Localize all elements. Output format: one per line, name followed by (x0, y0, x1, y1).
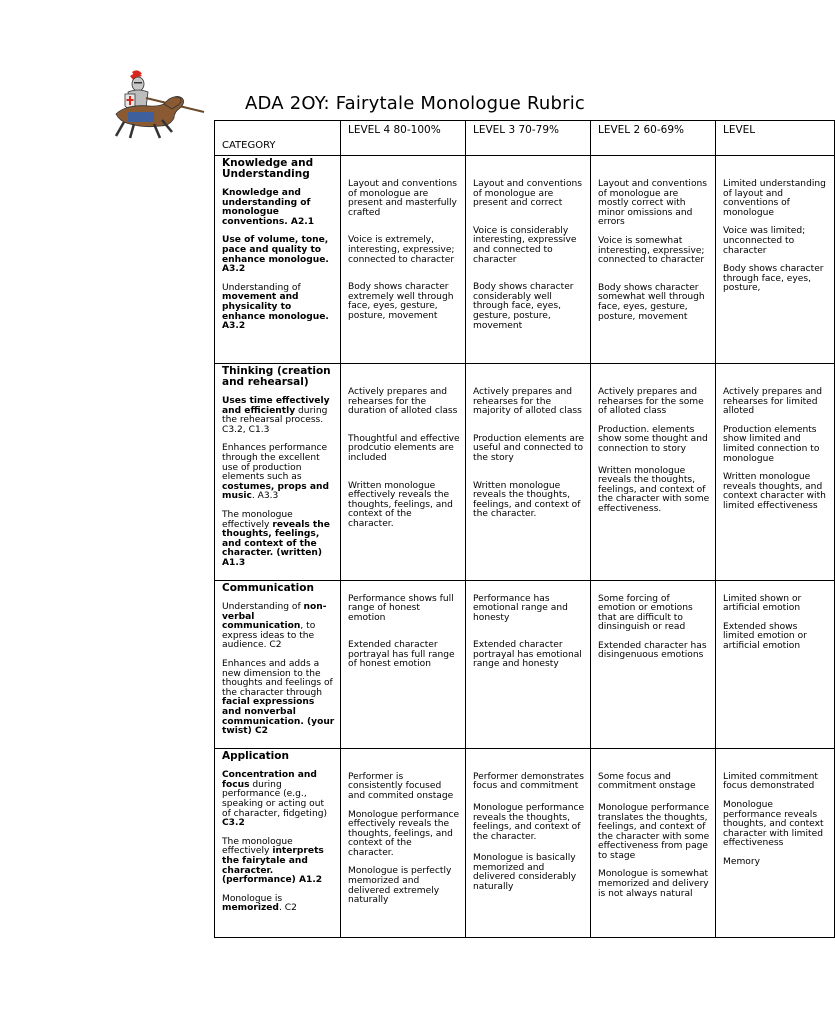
category-title: Thinking (creation and rehearsal) (222, 365, 331, 388)
descriptor: Written monologue effectively reveals the thoughts, feelings, and context of the character. (348, 480, 453, 529)
descriptor: Monologue performance reveals thoughts, and context character with limited effectiveness (723, 799, 824, 849)
descriptor: Performance shows full range of honest emotion (348, 593, 454, 623)
level-cell (716, 748, 835, 937)
descriptor: Monologue performance translates the thoughts, feelings, and context of the character with some effectiveness from page to stage (598, 802, 710, 861)
level-cell (591, 580, 716, 748)
descriptor: Voice is extremely, interesting, expressive; connected to character (348, 235, 455, 265)
descriptor: Body shows character somewhat well through face, eyes, gesture, posture, movement (598, 282, 705, 322)
table-row (215, 156, 835, 364)
descriptor: Thoughtful and effective prodcutio elements are included (348, 433, 460, 463)
criterion: Uses time effectively and efficiently during the rehearsal process. C3.2, C1.3 (222, 396, 330, 435)
descriptor: Voice was limited; unconnected to character (723, 226, 806, 256)
table-row (215, 748, 835, 937)
descriptor: Layout and conventions of monologue are present and correct (473, 179, 583, 209)
descriptor: Actively prepares and rehearses for the duration of alloted class (348, 387, 458, 417)
descriptor: Monologue performance reveals the thoughts, feelings, and context of the character. (473, 802, 585, 842)
criterion: The monologue effectively interprets the fairytale and character. (performance) A1.2 (222, 836, 324, 886)
criterion: Knowledge and understanding of monologue conventions. A2.1 (222, 188, 315, 227)
descriptor: Monologue is perfectly memorized and delivered extremely naturally (348, 866, 452, 906)
level-cell (466, 156, 591, 364)
rubric-table (214, 120, 835, 938)
level-1-header: LEVEL (723, 124, 756, 136)
level-cell (341, 156, 466, 364)
descriptor: Written monologue reveals the thoughts, feelings, and context of the character with some effectiveness. (598, 465, 710, 514)
category-header: CATEGORY (222, 140, 276, 151)
category-title: Communication (222, 581, 314, 594)
descriptor: Written monologue reveals the thoughts, feelings, and context of the character. (473, 480, 581, 520)
table-header-row (215, 121, 835, 156)
descriptor: Written monologue reveals thoughts, and context character with limited effectiveness (723, 472, 826, 511)
criterion: Use of volume, tone, pace and quality to enhance monologue. A3.2 (222, 235, 329, 275)
descriptor: Layout and conventions of monologue are mostly correct with minor omissions and errors (598, 179, 708, 228)
level-cell (466, 748, 591, 937)
criteria-cell (215, 156, 341, 364)
table-row (215, 580, 835, 748)
descriptor: Actively prepares and rehearses for the majority of alloted class (473, 387, 582, 417)
criteria-cell (215, 364, 341, 581)
descriptor: Performer is consistently focused and commited onstage (348, 771, 454, 801)
descriptor: Actively prepares and rehearses for limited alloted (723, 387, 823, 417)
level-cell (341, 580, 466, 748)
descriptor: Actively prepares and rehearses for the some of alloted class (598, 387, 704, 417)
descriptor: Layout and conventions of monologue are present and masterfully crafted (348, 179, 458, 218)
criterion: Enhances performance through the excellent use of production elements such as costumes, props and music. A3.3 (222, 443, 329, 502)
category-title: Knowledge and Understanding (222, 157, 314, 180)
criterion: Monologue is memorized. C2 (222, 893, 297, 914)
descriptor: Production. elements show some thought and connection to story (598, 424, 708, 454)
criterion: Understanding of movement and physicality to enhance monologue. A3.2 (222, 282, 329, 332)
level-cell (591, 156, 716, 364)
criterion: Understanding of non-verbal communication, to express ideas to the audience. C2 (222, 602, 327, 651)
descriptor: Limited understanding of layout and conventions of monologue (723, 179, 826, 218)
descriptor: Production elements are useful and connected to the story (473, 433, 585, 463)
descriptor: Extended shows limited emotion or artificial emotion (723, 621, 807, 651)
level-header-cell (341, 121, 466, 156)
level-cell (591, 364, 716, 581)
descriptor: Memory (723, 856, 760, 867)
criteria-cell (215, 580, 341, 748)
criterion: Concentration and focus during performance (e.g., speaking or acting out of character, fidgeting) C3.2 (222, 770, 328, 829)
descriptor: Voice is considerably interesting, expressive and connected to character (473, 225, 577, 265)
descriptor: Performance has emotional range and honesty (473, 593, 568, 623)
descriptor: Monologue is basically memorized and delivered considerably naturally (473, 853, 577, 893)
descriptor: Limited shown or artificial emotion (723, 593, 802, 614)
level-cell (716, 364, 835, 581)
descriptor: Extended character portrayal has full range of honest emotion (348, 640, 455, 670)
descriptor: Extended character has disingenuous emotions (598, 640, 707, 661)
descriptor: Monologue is somewhat memorized and delivery is not always natural (598, 869, 709, 899)
level-cell (716, 580, 835, 748)
level-cell (466, 364, 591, 581)
level-cell (716, 156, 835, 364)
level-cell (466, 580, 591, 748)
level-cell (591, 748, 716, 937)
level-3-header: LEVEL 3 70-79% (473, 124, 559, 136)
descriptor: Limited commitment focus demonstrated (723, 771, 818, 792)
level-cell (341, 364, 466, 581)
page-title: ADA 2OY: Fairytale Monologue Rubric (245, 93, 586, 114)
descriptor: Body shows character through face, eyes, posture, (723, 264, 824, 294)
descriptor: Body shows character extremely well through face, eyes, gesture, posture, movement (348, 282, 454, 321)
level-4-header: LEVEL 4 80-100% (348, 124, 441, 136)
descriptor: Performer demonstrates focus and commitment (473, 771, 584, 792)
descriptor: Body shows character considerably well through face, eyes, gesture, posture, movement (473, 282, 574, 331)
criterion: The monologue effectively reveals the thoughts, feelings, and context of the character. (written) A1.3 (222, 509, 330, 568)
criteria-cell (215, 748, 341, 937)
level-cell (341, 748, 466, 937)
table-row (215, 364, 835, 581)
level-header-cell (466, 121, 591, 156)
level-2-header: LEVEL 2 60-69% (598, 124, 684, 136)
level-header-cell (716, 121, 835, 156)
criterion: Enhances and adds a new dimension to the thoughts and feelings of the character through facial expressions and nonverbal communication. (your twist) C2 (222, 658, 335, 737)
category-title: Application (222, 749, 289, 762)
category-header-cell (215, 121, 341, 156)
descriptor: Monologue performance effectively reveals the thoughts, feelings, and context of the character. (348, 809, 460, 858)
level-header-cell (591, 121, 716, 156)
descriptor: Some forcing of emotion or emotions that are difficult to dinsinguish or read (598, 593, 693, 633)
descriptor: Voice is somewhat interesting, expressive; connected to character (598, 235, 705, 266)
descriptor: Extended character portrayal has emotional range and honesty (473, 640, 582, 670)
knight-logo-icon (108, 68, 208, 140)
descriptor: Production elements show limited and limited connection to monologue (723, 424, 820, 464)
descriptor: Some focus and commitment onstage (598, 771, 696, 792)
